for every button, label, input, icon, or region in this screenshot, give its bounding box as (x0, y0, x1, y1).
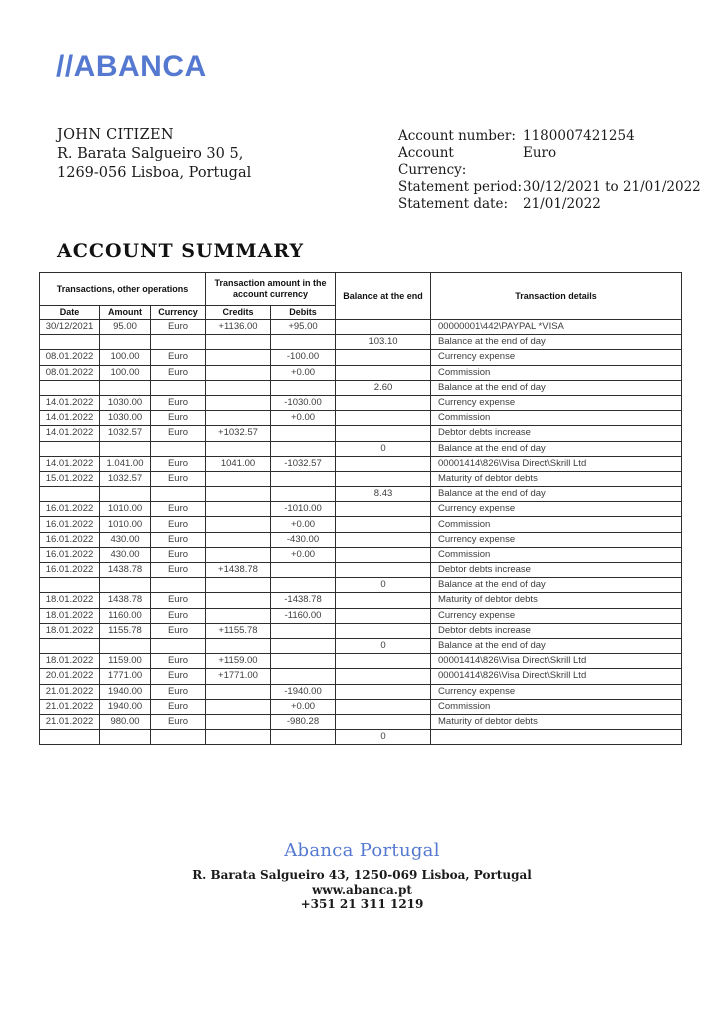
cell-amount: 1771.00 (100, 669, 151, 684)
statement-period-value: 30/12/2021 to 21/01/2022 (523, 179, 701, 195)
cell-debits: -1940.00 (271, 684, 336, 699)
cell-currency: Euro (151, 547, 206, 562)
cell-date: 16.01.2022 (40, 547, 100, 562)
cell-details: Maturity of debtor debts (431, 714, 682, 729)
header-date: Date (40, 306, 100, 320)
cell-debits: +0.00 (271, 699, 336, 714)
cell-currency: Euro (151, 608, 206, 623)
table-row (40, 669, 682, 684)
table-row (40, 380, 682, 395)
cell-amount: 1940.00 (100, 699, 151, 714)
cell-balance (336, 684, 431, 699)
cell-debits: +95.00 (271, 320, 336, 335)
cell-amount (100, 638, 151, 653)
cell-currency: Euro (151, 532, 206, 547)
cell-credits (206, 532, 271, 547)
cell-amount (100, 578, 151, 593)
group-header-transactions: Transactions, other operations (40, 273, 206, 306)
cell-debits: -980.28 (271, 714, 336, 729)
cell-amount (100, 487, 151, 502)
cell-date: 20.01.2022 (40, 669, 100, 684)
cell-currency: Euro (151, 502, 206, 517)
cell-debits (271, 335, 336, 350)
account-info-block (398, 128, 701, 213)
table-row (40, 699, 682, 714)
cell-credits: +1771.00 (206, 669, 271, 684)
cell-currency: Euro (151, 623, 206, 638)
cell-details: Commission (431, 699, 682, 714)
footer-brand: Abanca Portugal (284, 840, 440, 861)
cell-credits: +1136.00 (206, 320, 271, 335)
table-row (40, 456, 682, 471)
customer-block (57, 126, 251, 183)
cell-details: Balance at the end of day (431, 380, 682, 395)
cell-details: 00001414\826\Visa Direct\Skrill Ltd (431, 654, 682, 669)
cell-debits (271, 638, 336, 653)
cell-details: Maturity of debtor debts (431, 593, 682, 608)
table-row (40, 426, 682, 441)
cell-details: Currency expense (431, 532, 682, 547)
cell-amount: 430.00 (100, 547, 151, 562)
cell-credits (206, 365, 271, 380)
cell-credits (206, 380, 271, 395)
abanca-logo: //ABANCA (56, 50, 207, 83)
cell-details: Commission (431, 365, 682, 380)
cell-date: 16.01.2022 (40, 517, 100, 532)
cell-amount: 1010.00 (100, 502, 151, 517)
table-row (40, 395, 682, 410)
cell-amount (100, 380, 151, 395)
cell-currency (151, 638, 206, 653)
table-row (40, 411, 682, 426)
cell-date: 15.01.2022 (40, 471, 100, 486)
account-number-row (398, 128, 701, 145)
cell-amount: 1160.00 (100, 608, 151, 623)
cell-currency: Euro (151, 411, 206, 426)
table-row (40, 365, 682, 380)
cell-date (40, 487, 100, 502)
cell-amount: 1438.78 (100, 593, 151, 608)
cell-date (40, 441, 100, 456)
cell-amount: 1030.00 (100, 411, 151, 426)
cell-date: 18.01.2022 (40, 593, 100, 608)
cell-credits: 1041.00 (206, 456, 271, 471)
cell-balance (336, 456, 431, 471)
cell-balance (336, 532, 431, 547)
cell-date: 30/12/2021 (40, 320, 100, 335)
cell-date: 16.01.2022 (40, 532, 100, 547)
cell-details: Currency expense (431, 395, 682, 410)
cell-details: Currency expense (431, 502, 682, 517)
cell-debits: -1160.00 (271, 608, 336, 623)
cell-currency: Euro (151, 654, 206, 669)
account-number-label: Account number: (398, 128, 516, 144)
table-header (40, 273, 682, 320)
cell-details (431, 730, 682, 745)
table-row (40, 441, 682, 456)
table-row (40, 638, 682, 653)
cell-credits (206, 593, 271, 608)
cell-balance: 0 (336, 638, 431, 653)
cell-credits (206, 714, 271, 729)
cell-amount (100, 441, 151, 456)
cell-credits (206, 441, 271, 456)
cell-details: Balance at the end of day (431, 578, 682, 593)
cell-balance (336, 471, 431, 486)
cell-date: 21.01.2022 (40, 714, 100, 729)
table-row (40, 320, 682, 335)
cell-amount: 1030.00 (100, 395, 151, 410)
cell-currency: Euro (151, 714, 206, 729)
cell-currency: Euro (151, 456, 206, 471)
footer-address: R. Barata Salgueiro 43, 1250-069 Lisboa, Portugal (192, 868, 532, 882)
header-credits: Credits (206, 306, 271, 320)
cell-balance (336, 411, 431, 426)
cell-balance (336, 714, 431, 729)
cell-balance (336, 654, 431, 669)
cell-balance (336, 669, 431, 684)
cell-debits: +0.00 (271, 365, 336, 380)
cell-currency: Euro (151, 426, 206, 441)
cell-details: Balance at the end of day (431, 638, 682, 653)
cell-date: 18.01.2022 (40, 623, 100, 638)
cell-amount: 100.00 (100, 365, 151, 380)
cell-balance (336, 395, 431, 410)
cell-amount: 95.00 (100, 320, 151, 335)
table-row (40, 487, 682, 502)
table-row (40, 502, 682, 517)
page-title: ACCOUNT SUMMARY (57, 240, 305, 262)
table-row (40, 471, 682, 486)
cell-currency: Euro (151, 320, 206, 335)
cell-debits (271, 487, 336, 502)
cell-credits: +1032.57 (206, 426, 271, 441)
cell-debits: -1030.00 (271, 395, 336, 410)
account-number-value: 1180007421254 (523, 128, 635, 144)
table-row (40, 350, 682, 365)
cell-amount: 1159.00 (100, 654, 151, 669)
header-details: Transaction details (431, 273, 682, 320)
cell-balance (336, 517, 431, 532)
footer-block (0, 840, 724, 912)
cell-date: 21.01.2022 (40, 684, 100, 699)
account-currency-row (398, 145, 701, 179)
cell-date: 14.01.2022 (40, 426, 100, 441)
table-row (40, 654, 682, 669)
cell-currency: Euro (151, 517, 206, 532)
cell-debits: +0.00 (271, 411, 336, 426)
transactions-tbody (40, 320, 682, 745)
cell-currency (151, 487, 206, 502)
cell-currency (151, 730, 206, 745)
cell-currency: Euro (151, 365, 206, 380)
cell-amount (100, 335, 151, 350)
footer-website: www.abanca.pt (312, 882, 412, 897)
customer-address-line1: R. Barata Salgueiro 30 5, (57, 146, 244, 162)
cell-currency: Euro (151, 395, 206, 410)
header-debits: Debits (271, 306, 336, 320)
cell-date: 16.01.2022 (40, 563, 100, 578)
cell-balance (336, 426, 431, 441)
cell-details: 00001414\826\Visa Direct\Skrill Ltd (431, 456, 682, 471)
cell-balance (336, 563, 431, 578)
cell-date: 18.01.2022 (40, 608, 100, 623)
cell-balance (336, 699, 431, 714)
cell-debits: -100.00 (271, 350, 336, 365)
cell-credits (206, 578, 271, 593)
cell-balance: 0 (336, 578, 431, 593)
cell-debits (271, 426, 336, 441)
cell-credits (206, 502, 271, 517)
table-row (40, 593, 682, 608)
cell-balance (336, 623, 431, 638)
cell-details: Debtor debts increase (431, 563, 682, 578)
statement-date-label: Statement date: (398, 196, 508, 212)
cell-details: 00000001\442\PAYPAL *VISA (431, 320, 682, 335)
table-row (40, 335, 682, 350)
cell-amount: 100.00 (100, 350, 151, 365)
cell-details: Balance at the end of day (431, 487, 682, 502)
table-row (40, 578, 682, 593)
cell-details: Maturity of debtor debts (431, 471, 682, 486)
cell-credits (206, 638, 271, 653)
cell-credits: +1438.78 (206, 563, 271, 578)
cell-date: 16.01.2022 (40, 502, 100, 517)
cell-debits: -1032.57 (271, 456, 336, 471)
cell-debits (271, 730, 336, 745)
table-row (40, 730, 682, 745)
cell-currency (151, 335, 206, 350)
cell-date: 08.01.2022 (40, 365, 100, 380)
cell-details: Debtor debts increase (431, 426, 682, 441)
cell-balance: 2.60 (336, 380, 431, 395)
header-currency: Currency (151, 306, 206, 320)
cell-details: Balance at the end of day (431, 441, 682, 456)
cell-credits (206, 395, 271, 410)
footer-phone: +351 21 311 1219 (300, 897, 424, 911)
cell-balance (336, 547, 431, 562)
cell-balance: 0 (336, 441, 431, 456)
table-row (40, 623, 682, 638)
cell-amount: 1032.57 (100, 471, 151, 486)
customer-address-line2: 1269-056 Lisboa, Portugal (57, 165, 252, 181)
cell-debits (271, 380, 336, 395)
cell-amount: 1.041.00 (100, 456, 151, 471)
cell-details: Currency expense (431, 684, 682, 699)
cell-credits (206, 730, 271, 745)
cell-date (40, 638, 100, 653)
table-row (40, 547, 682, 562)
cell-debits (271, 441, 336, 456)
cell-currency: Euro (151, 684, 206, 699)
cell-credits (206, 411, 271, 426)
cell-currency: Euro (151, 699, 206, 714)
table-row (40, 714, 682, 729)
cell-balance: 0 (336, 730, 431, 745)
cell-date: 14.01.2022 (40, 395, 100, 410)
cell-currency (151, 380, 206, 395)
table-row (40, 608, 682, 623)
cell-amount: 430.00 (100, 532, 151, 547)
cell-date: 21.01.2022 (40, 699, 100, 714)
cell-details: Currency expense (431, 608, 682, 623)
account-currency-value: Euro (523, 145, 557, 161)
cell-debits (271, 654, 336, 669)
cell-debits: -1010.00 (271, 502, 336, 517)
cell-details: Commission (431, 411, 682, 426)
header-balance: Balance at the end (336, 273, 431, 320)
cell-amount: 1940.00 (100, 684, 151, 699)
cell-debits (271, 623, 336, 638)
cell-credits (206, 350, 271, 365)
cell-currency: Euro (151, 471, 206, 486)
cell-credits (206, 608, 271, 623)
table-row (40, 532, 682, 547)
statement-date-value: 21/01/2022 (523, 196, 601, 212)
cell-balance: 8.43 (336, 487, 431, 502)
cell-debits: +0.00 (271, 517, 336, 532)
statement-date-row (398, 196, 701, 213)
cell-details: Commission (431, 517, 682, 532)
group-header-amount-currency: Transaction amount in the account currency (206, 273, 336, 306)
group-header-row (40, 273, 682, 306)
cell-details: Debtor debts increase (431, 623, 682, 638)
cell-currency: Euro (151, 563, 206, 578)
cell-currency: Euro (151, 593, 206, 608)
cell-debits: +0.00 (271, 547, 336, 562)
cell-details: Balance at the end of day (431, 335, 682, 350)
cell-currency: Euro (151, 669, 206, 684)
cell-date: 08.01.2022 (40, 350, 100, 365)
cell-credits: +1155.78 (206, 623, 271, 638)
cell-credits (206, 547, 271, 562)
cell-amount: 1438.78 (100, 563, 151, 578)
cell-currency: Euro (151, 350, 206, 365)
cell-amount: 1010.00 (100, 517, 151, 532)
cell-date (40, 730, 100, 745)
transactions-table (39, 272, 682, 745)
cell-balance (336, 502, 431, 517)
table-row (40, 517, 682, 532)
cell-currency (151, 578, 206, 593)
account-currency-label: Account Currency: (398, 145, 467, 178)
cell-amount: 1155.78 (100, 623, 151, 638)
cell-credits: +1159.00 (206, 654, 271, 669)
cell-date (40, 335, 100, 350)
cell-balance (336, 350, 431, 365)
cell-debits (271, 669, 336, 684)
cell-debits (271, 471, 336, 486)
cell-debits (271, 563, 336, 578)
cell-details: Commission (431, 547, 682, 562)
cell-credits (206, 699, 271, 714)
cell-details: Currency expense (431, 350, 682, 365)
cell-amount: 1032.57 (100, 426, 151, 441)
cell-debits: -430.00 (271, 532, 336, 547)
cell-balance (336, 320, 431, 335)
cell-balance (336, 365, 431, 380)
cell-debits: -1438.78 (271, 593, 336, 608)
cell-credits (206, 517, 271, 532)
cell-date (40, 578, 100, 593)
cell-balance (336, 593, 431, 608)
customer-name: JOHN CITIZEN (57, 127, 174, 143)
cell-date (40, 380, 100, 395)
cell-credits (206, 335, 271, 350)
cell-credits (206, 487, 271, 502)
header-amount: Amount (100, 306, 151, 320)
table-row (40, 563, 682, 578)
cell-debits (271, 578, 336, 593)
cell-date: 14.01.2022 (40, 456, 100, 471)
cell-credits (206, 471, 271, 486)
cell-balance (336, 608, 431, 623)
table-row (40, 684, 682, 699)
cell-amount: 980.00 (100, 714, 151, 729)
cell-date: 14.01.2022 (40, 411, 100, 426)
cell-credits (206, 684, 271, 699)
cell-balance: 103.10 (336, 335, 431, 350)
statement-period-label: Statement period: (398, 179, 523, 195)
cell-amount (100, 730, 151, 745)
statement-period-row (398, 179, 701, 196)
cell-details: 00001414\826\Visa Direct\Skrill Ltd (431, 669, 682, 684)
cell-currency (151, 441, 206, 456)
cell-date: 18.01.2022 (40, 654, 100, 669)
